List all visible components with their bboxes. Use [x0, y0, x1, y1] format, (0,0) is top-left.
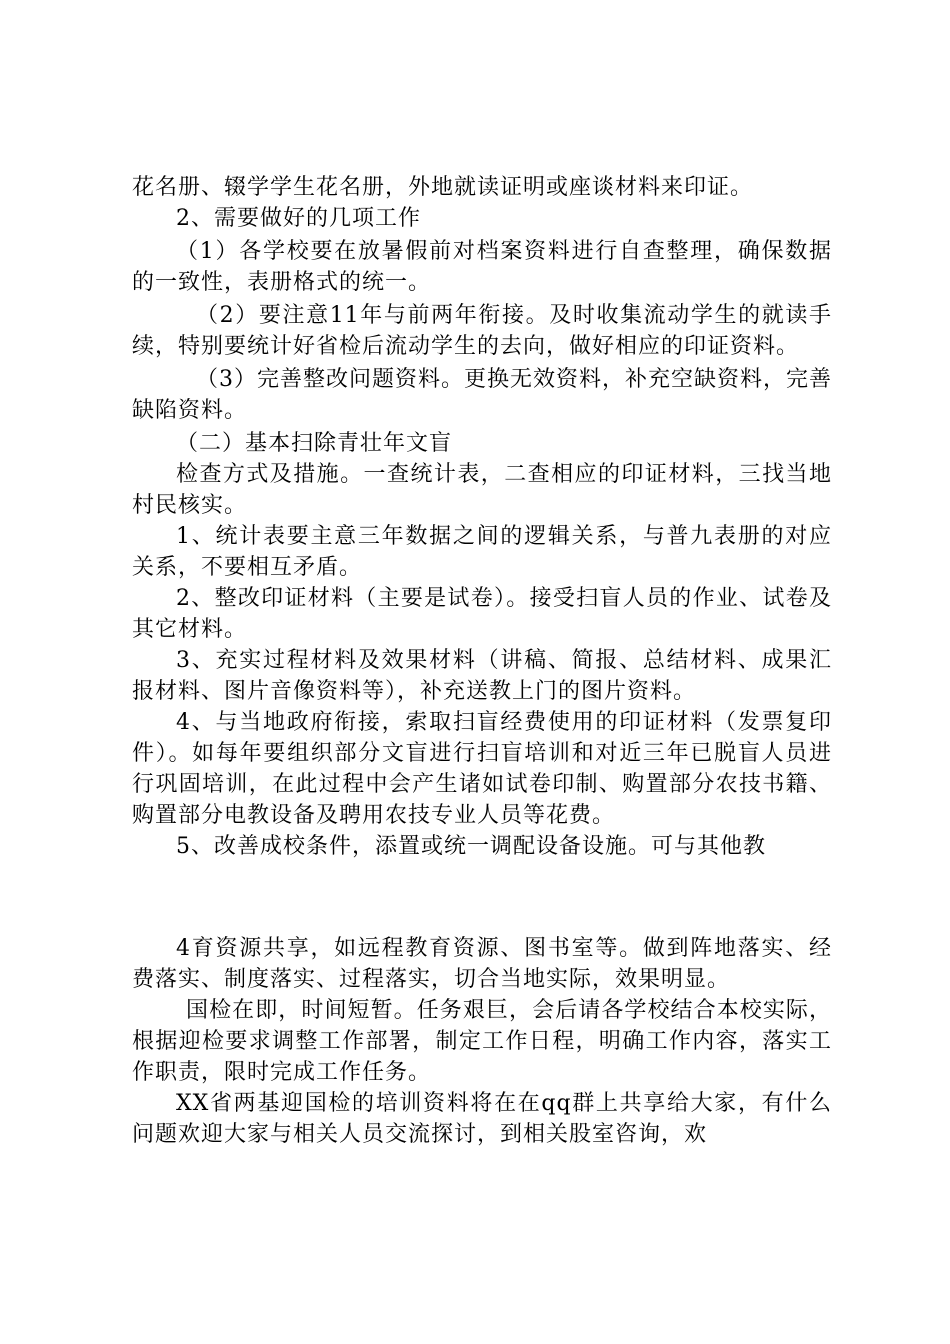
section-heading-2: 2、需要做好的几项工作	[176, 206, 421, 231]
paragraph-point-2: 2、整改印证材料（主要是试卷）。接受扫盲人员的作业、试卷及其它材料。	[132, 586, 832, 642]
text-block-bottom	[132, 933, 832, 1150]
paragraph-item-1: （1）各学校要在放暑假前对档案资料进行自查整理，确保数据的一致性，表册格式的统一。	[132, 239, 832, 295]
paragraph-closing: 国检在即，时间短暂。任务艰巨，会后请各学校结合本校实际，根据迎检要求调整工作部署，制定工作日程，明确工作内容，落实工作职责，限时完成工作任务。	[132, 998, 832, 1085]
paragraph-continuation: 花名册、辍学学生花名册，外地就读证明或座谈材料来印证。	[132, 175, 754, 200]
paragraph-item-3: （3）完善整改问题资料。更换无效资料，补充空缺资料，完善缺陷资料。	[132, 367, 832, 423]
text-block-top	[132, 172, 832, 862]
paragraph-point-5: 5、改善成校条件，添置或统一调配设备设施。可与其他教	[176, 834, 766, 859]
paragraph-point-1: 1、统计表要主意三年数据之间的逻辑关系，与普九表册的对应关系，不要相互矛盾。	[132, 524, 832, 580]
paragraph-resources: 4育资源共享，如远程教育资源、图书室等。做到阵地落实、经费落实、制度落实、过程落实，切合当地实际，效果明显。	[132, 936, 832, 992]
paragraph-point-3: 3、充实过程材料及效果材料（讲稿、简报、总结材料、成果汇报材料、图片音像资料等），补充送教上门的图片资料。	[132, 648, 832, 704]
paragraph-point-4: 4、与当地政府衔接，索取扫盲经费使用的印证材料（发票复印件）。如每年要组织部分文盲进行扫盲培训和对近三年已脱盲人员进行巩固培训，在此过程中会产生诸如试卷印制、购置部分农技书籍、购置部分电教设备及聘用农技专业人员等花费。	[132, 710, 832, 828]
paragraph-item-2: （2）要注意11年与前两年衔接。及时收集流动学生的就读手续，特别要统计好省检后流动学生的去向，做好相应的印证资料。	[132, 303, 832, 359]
section-heading-literacy: （二）基本扫除青壮年文盲	[176, 431, 453, 456]
paragraph-inspection-method: 检查方式及措施。一查统计表，二查相应的印证材料，三找当地村民核实。	[132, 462, 832, 518]
paragraph-training-materials: XX省两基迎国检的培训资料将在在qq群上共享给大家，有什么问题欢迎大家与相关人员交流探讨，到相关股室咨询，欢	[132, 1091, 832, 1147]
